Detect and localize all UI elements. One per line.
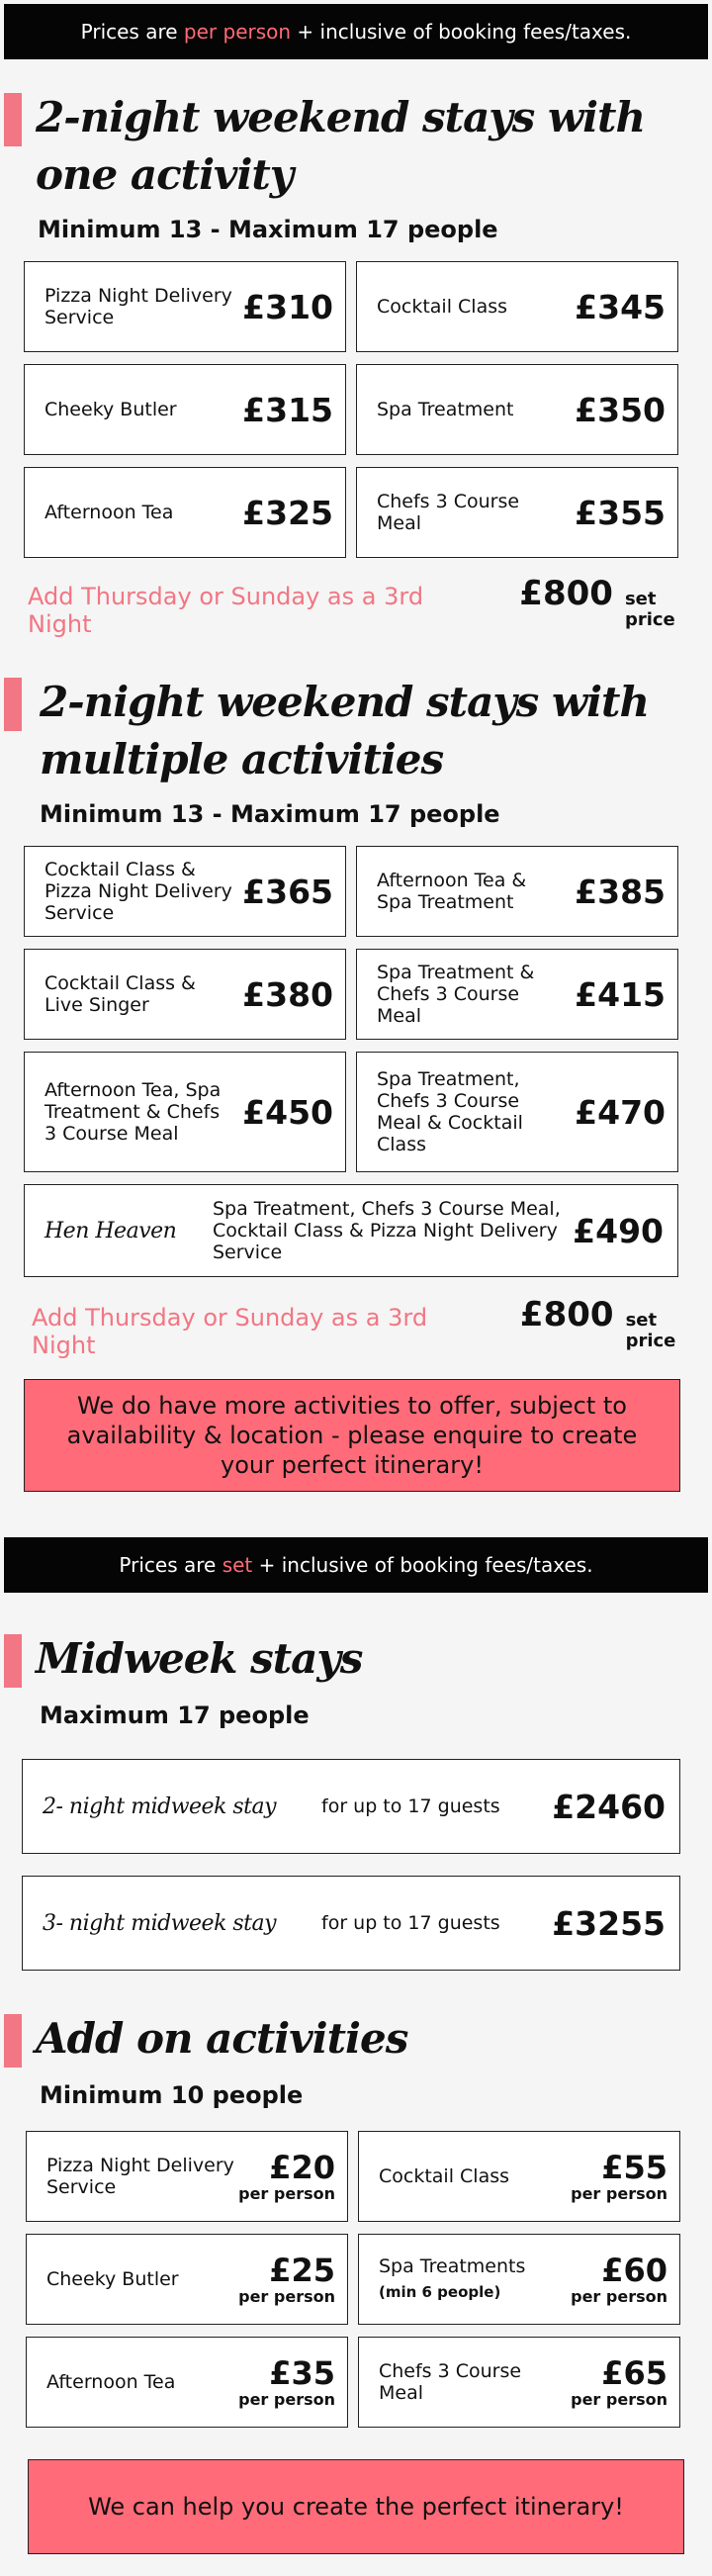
activity-price: £315: [242, 390, 333, 429]
per-person-label: per person: [571, 2183, 668, 2203]
activity-price: £65: [601, 2353, 668, 2392]
activity-name: Chefs 3 Course Meal: [377, 491, 520, 534]
stay-description: for up to 17 guests: [321, 1795, 500, 1817]
price-card: [24, 846, 346, 937]
group-size: Maximum 17 people: [40, 1702, 310, 1729]
activity-name: Spa Treatment: [377, 399, 514, 420]
price-card: [24, 1052, 346, 1172]
price-card: [24, 467, 346, 558]
banner-accent: per person: [183, 20, 292, 44]
group-size: Minimum 13 - Maximum 17 people: [40, 800, 500, 828]
pricing-banner-per-person: [4, 4, 708, 59]
activity-price: £25: [269, 2251, 335, 2289]
third-night-link[interactable]: Add Thursday or Sunday as a 3rd Night: [28, 583, 424, 638]
section-weekend-multiple-activities: [0, 674, 712, 1492]
price-card: [24, 364, 346, 455]
section-add-on-activities: [0, 2010, 712, 2554]
section-title-text: Midweek stays: [36, 1634, 363, 1683]
activity-name: Afternoon Tea, Spa Treatment & Chefs 3 Course Meal: [44, 1079, 222, 1145]
price-card: [356, 846, 678, 937]
addon-card: [26, 2131, 348, 2222]
activity-name: Pizza Night Delivery Service: [46, 2155, 234, 2198]
package-price: £490: [573, 1211, 664, 1250]
group-size: Minimum 13 - Maximum 17 people: [38, 216, 498, 243]
activity-price: £60: [601, 2251, 668, 2289]
accent-bar: [4, 93, 22, 146]
section-title: [0, 2010, 712, 2068]
activity-name: Pizza Night Delivery Service: [44, 285, 232, 328]
activity-name: Afternoon Tea & Spa Treatment: [377, 870, 527, 913]
activity-price: £310: [242, 287, 333, 326]
stay-name: 2- night midweek stay: [43, 1794, 277, 1819]
activity-price: £450: [242, 1092, 333, 1132]
per-person-label: per person: [571, 2286, 668, 2306]
per-person-label: per person: [238, 2183, 335, 2203]
activity-name: Cocktail Class & Live Singer: [44, 972, 196, 1016]
stay-name: 3- night midweek stay: [43, 1910, 277, 1936]
addon-card: [358, 2131, 680, 2222]
midweek-stay-card: [22, 1759, 680, 1854]
addon-card: [26, 2337, 348, 2428]
enquire-callout: [24, 1379, 680, 1492]
third-night-price: £800: [519, 574, 613, 613]
per-person-label: per person: [238, 2286, 335, 2306]
section-title-text: 2-night weekend stays with multiple activities: [40, 678, 649, 783]
banner-prefix: Prices are: [119, 1553, 222, 1577]
activity-name: Cocktail Class: [379, 2165, 510, 2187]
section-midweek-stays: [0, 1630, 712, 1971]
price-card: [356, 364, 678, 455]
price-card: [24, 949, 346, 1040]
activity-price: £385: [575, 872, 666, 911]
accent-bar: [4, 1634, 22, 1688]
addon-card: [26, 2234, 348, 2325]
price-card: [356, 949, 678, 1040]
activity-name: Afternoon Tea: [46, 2371, 176, 2393]
callout-text: We can help you create the perfect itinerary!: [88, 2493, 624, 2521]
stay-price: £2460: [552, 1787, 666, 1826]
third-night-addon: [0, 1295, 712, 1359]
callout-text: We do have more activities to offer, subject to availability & location - please enquire to create your perfect itinerary!: [66, 1392, 638, 1479]
price-grid: [0, 261, 712, 558]
activity-price: £345: [575, 287, 666, 326]
price-card: [24, 261, 346, 352]
set-price-label: set price: [625, 1310, 676, 1351]
accent-bar: [4, 2014, 22, 2068]
price-block: [238, 2148, 335, 2203]
activity-name: Spa Treatment & Chefs 3 Course Meal: [377, 962, 535, 1027]
addon-grid: [0, 2131, 712, 2428]
price-block: [571, 2251, 668, 2306]
package-description: Spa Treatment, Chefs 3 Course Meal, Cocktail Class & Pizza Night Delivery Service: [213, 1198, 561, 1263]
activity-name: [379, 2255, 525, 2303]
section-title-text: 2-night weekend stays with one activity: [36, 93, 645, 199]
price-block: [238, 2251, 335, 2306]
price-card: [356, 467, 678, 558]
activity-price: £365: [242, 872, 333, 911]
third-night-price: £800: [519, 1295, 614, 1334]
package-name: Hen Heaven: [44, 1218, 177, 1243]
price-grid: [0, 846, 712, 1172]
per-person-label: per person: [238, 2389, 335, 2409]
stay-price: £3255: [552, 1903, 666, 1943]
per-person-label: per person: [571, 2389, 668, 2409]
activity-name: Cocktail Class & Pizza Night Delivery Service: [44, 859, 232, 924]
activity-name: Cheeky Butler: [46, 2268, 179, 2290]
price-block: [238, 2353, 335, 2409]
price-card: [356, 261, 678, 352]
price-block: [571, 2353, 668, 2409]
activity-price: £20: [269, 2148, 335, 2186]
activity-name: Spa Treatment, Chefs 3 Course Meal & Cocktail Class: [377, 1068, 523, 1155]
activity-name: Chefs 3 Course Meal: [379, 2360, 522, 2404]
midweek-stay-card: [22, 1876, 680, 1971]
section-title: [0, 674, 712, 788]
accent-bar: [4, 678, 22, 731]
activity-name: Cocktail Class: [377, 296, 508, 318]
section-title: [0, 89, 712, 204]
activity-name: Cheeky Butler: [44, 399, 177, 420]
activity-price: £35: [269, 2353, 335, 2392]
activity-price: £415: [575, 974, 666, 1014]
stay-description: for up to 17 guests: [321, 1912, 500, 1934]
price-block: [571, 2148, 668, 2203]
section-weekend-one-activity: [0, 89, 712, 638]
section-title: [0, 1630, 712, 1688]
activity-price: £325: [242, 493, 333, 532]
activity-price: £355: [575, 493, 666, 532]
minimum-note: (min 6 people): [379, 2283, 501, 2301]
addon-card: [358, 2234, 680, 2325]
banner-suffix: + inclusive of booking fees/taxes.: [291, 20, 632, 44]
banner-prefix: Prices are: [80, 20, 184, 44]
activity-price: £380: [242, 974, 333, 1014]
price-card: [356, 1052, 678, 1172]
activity-price: £55: [601, 2148, 668, 2186]
addon-card: [358, 2337, 680, 2428]
banner-suffix: + inclusive of booking fees/taxes.: [252, 1553, 593, 1577]
group-size: Minimum 10 people: [40, 2081, 304, 2109]
hen-heaven-card: [24, 1184, 678, 1277]
activity-price: £350: [575, 390, 666, 429]
set-price-label: set price: [624, 589, 675, 630]
activity-price: £470: [575, 1092, 666, 1132]
third-night-addon: [0, 574, 712, 638]
itinerary-callout: [28, 2459, 684, 2554]
pricing-banner-set: [4, 1537, 708, 1593]
banner-accent: set: [222, 1553, 253, 1577]
section-title-text: Add on activities: [36, 2014, 408, 2063]
activity-name-text: Spa Treatments: [379, 2255, 526, 2277]
activity-name: Afternoon Tea: [44, 502, 174, 523]
third-night-link[interactable]: Add Thursday or Sunday as a 3rd Night: [32, 1304, 428, 1359]
